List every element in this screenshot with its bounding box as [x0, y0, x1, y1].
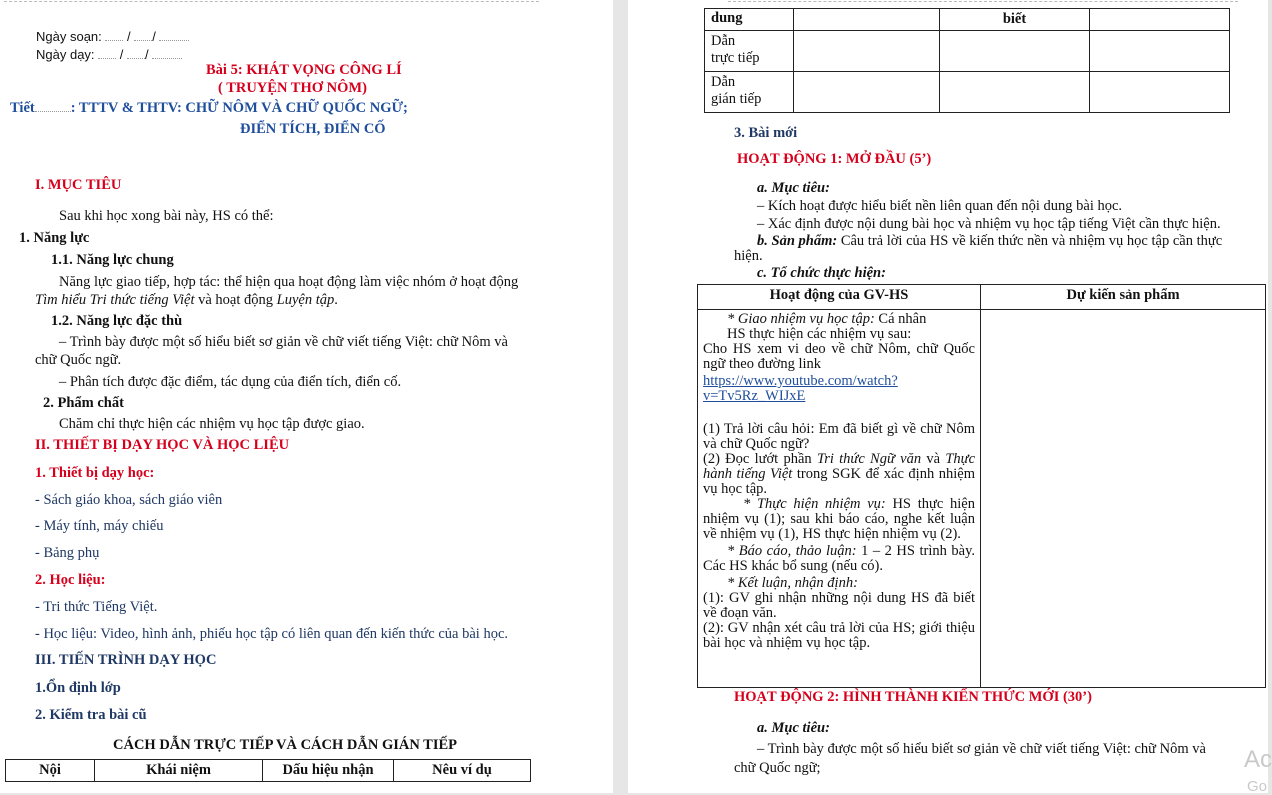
activity-1-heading: HOẠT ĐỘNG 1: MỞ ĐẦU (5’)	[737, 151, 932, 167]
lesson-subtitle: ( TRUYỆN THƠ NÔM)	[218, 80, 367, 96]
table-header-row	[6, 760, 531, 782]
table-header-cell: Hoạt động của GV-HS	[698, 285, 981, 310]
period-title-line2: ĐIỂN TÍCH, ĐIỂN CỐ	[240, 121, 386, 137]
teacher-student-activity-cell: * Giao nhiệm vụ học tập: Cá nhân HS thực hiện các nhiệm vụ sau: Cho HS xem vi deo về chữ Nôm, chữ Quốc ngữ theo đường link https://www.youtube.com/watch?v=Tv5Rz_WIJxE (1) Trả lời câu hỏi: Em đã biết gì về chữ Nôm và chữ Quốc ngữ? (2) Đọc lướt phần Tri thức Ngữ văn và Thực hành tiếng Việt trong SGK để xác định nhiệm vụ học tập. * Thực hiện nhiệm vụ: HS thực hiện nhiệm vụ (1); sau khi báo cáo, nghe kết luận về nhiệm vụ (1), HS thực hiện nhiệm vụ (2). * Báo cáo, thảo luận: 1 – 2 HS trình bày. Các HS khác bổ sung (nếu có). * Kết luận, nhận định: (1): GV ghi nhận những nội dung HS đã biết về đoạn văn. (2): GV nhận xét câu trả lời của HS; giới thiệu bài học và nhiệm vụ học tập.	[698, 310, 981, 688]
activity-2-objective-heading: a. Mục tiêu:	[757, 720, 830, 736]
header-divider	[728, 1, 1238, 2]
table-cell: biết	[940, 9, 1090, 31]
activity-table	[697, 284, 1266, 688]
activity-2-heading: HOẠT ĐỘNG 2: HÌNH THÀNH KIẾN THỨC MỚI (30’)	[734, 689, 1092, 705]
table-cell	[940, 31, 1090, 72]
section-3-heading: III. TIẾN TRÌNH DẠY HỌC	[35, 652, 217, 668]
materials-item: - Tri thức Tiếng Việt.	[35, 599, 158, 615]
lesson-title: Bài 5: KHÁT VỌNG CÔNG LÍ	[206, 62, 402, 78]
table-cell	[794, 9, 940, 31]
date-taught: Ngày dạy: / /	[36, 46, 182, 63]
specific-competence-heading: 1.2. Năng lực đặc thù	[51, 313, 183, 329]
old-lesson-check-heading: 2. Kiểm tra bài cũ	[35, 707, 147, 723]
date-prepared: Ngày soạn: / /	[36, 28, 189, 45]
table-cell	[1090, 72, 1230, 113]
table-row	[705, 9, 1230, 31]
activity-2-objective-1b: chữ Quốc ngữ;	[734, 760, 821, 776]
section-1-intro: Sau khi học xong bài này, HS có thể:	[59, 208, 274, 224]
activity-1-product-2: hiện.	[734, 248, 763, 264]
table-header-cell: Khái niệm	[95, 760, 263, 782]
document-page-left	[0, 0, 613, 793]
table-header-row	[698, 285, 1266, 310]
activity-1-product: b. Sản phẩm: Câu trả lời của HS về kiến thức nền và nhiệm vụ học tập cần thực	[757, 233, 1223, 249]
equipment-item: - Sách giáo khoa, sách giáo viên	[35, 492, 223, 508]
section-2-heading: II. THIẾT BỊ DẠY HỌC VÀ HỌC LIỆU	[35, 437, 290, 453]
new-lesson-heading: 3. Bài mới	[734, 125, 798, 141]
header-divider	[4, 1, 539, 2]
period-title: Tiết : TTTV & THTV: CHỮ NÔM VÀ CHỮ QUỐC NGỮ;	[10, 100, 408, 116]
specific-competence-a: – Trình bày được một số hiểu biết sơ giản về chữ viết tiếng Việt: chữ Nôm và	[59, 334, 508, 350]
materials-item: - Học liệu: Video, hình ảnh, phiếu học tập có liên quan đến kiến thức của bài học.	[35, 626, 508, 642]
equipment-item: - Máy tính, máy chiếu	[35, 518, 164, 534]
table-header-cell: Dấu hiệu nhận	[263, 760, 394, 782]
table-header-cell: Dự kiến sản phẩm	[981, 285, 1266, 310]
table-cell: Dẫn trực tiếp	[705, 31, 794, 72]
equipment-heading: 1. Thiết bị dạy học:	[35, 465, 155, 481]
qualities-text: Chăm chỉ thực hiện các nhiệm vụ học tập được giao.	[59, 416, 365, 432]
table-cell: Dẫn gián tiếp	[705, 72, 794, 113]
document-page-right	[628, 0, 1272, 795]
class-stabilize-heading: 1.Ổn định lớp	[35, 680, 121, 696]
qualities-heading: 2. Phẩm chất	[43, 395, 124, 411]
activity-2-objective-1: – Trình bày được một số hiểu biết sơ giản về chữ viết tiếng Việt: chữ Nôm và	[757, 741, 1206, 757]
table-cell	[1090, 31, 1230, 72]
activity-1-objective-heading: a. Mục tiêu:	[757, 180, 830, 196]
table-cell	[794, 31, 940, 72]
activity-1-organization-heading: c. Tổ chức thực hiện:	[757, 265, 886, 281]
specific-competence-b: – Phân tích được đặc điểm, tác dụng của điển tích, điển cố.	[59, 374, 402, 390]
general-competence-heading: 1.1. Năng lực chung	[51, 252, 174, 268]
materials-heading: 2. Học liệu:	[35, 572, 106, 588]
table-cell	[940, 72, 1090, 113]
comparison-table	[5, 759, 531, 782]
table-cell	[1090, 9, 1230, 31]
comparison-table-continued	[704, 8, 1230, 113]
activity-1-objective-2: – Xác định được nội dung bài học và nhiệm vụ học tập tiếng Việt cần thực hiện.	[757, 216, 1221, 232]
table-cell: dung	[705, 9, 794, 31]
general-competence-text: Năng lực giao tiếp, hợp tác: thể hiện qua hoạt động làm việc nhóm ở hoạt động	[59, 274, 519, 290]
section-1-heading: I. MỤC TIÊU	[35, 177, 122, 193]
activity-1-objective-1: – Kích hoạt được hiểu biết nền liên quan đến nội dung bài học.	[757, 198, 1123, 214]
table-cell	[794, 72, 940, 113]
table-row	[705, 31, 1230, 72]
competence-heading: 1. Năng lực	[19, 230, 90, 246]
general-competence-text-2: Tìm hiểu Tri thức tiếng Việt và hoạt động Luyện tập.	[35, 292, 338, 308]
table-row	[705, 72, 1230, 113]
table-header-cell: Nêu ví dụ	[394, 760, 531, 782]
expected-product-cell	[981, 310, 1266, 688]
edge-text: Go	[1247, 778, 1268, 795]
specific-competence-a2: chữ Quốc ngữ.	[35, 352, 122, 368]
video-link[interactable]: https://www.youtube.com/watch?v=Tv5Rz_WIJxE	[703, 373, 898, 404]
table-header-cell: Nội	[6, 760, 95, 782]
edge-text: Ac	[1244, 746, 1272, 773]
comparison-table-title: CÁCH DẪN TRỰC TIẾP VÀ CÁCH DẪN GIÁN TIẾP	[113, 737, 458, 753]
table-row	[698, 310, 1266, 688]
equipment-item: - Bảng phụ	[35, 545, 100, 561]
